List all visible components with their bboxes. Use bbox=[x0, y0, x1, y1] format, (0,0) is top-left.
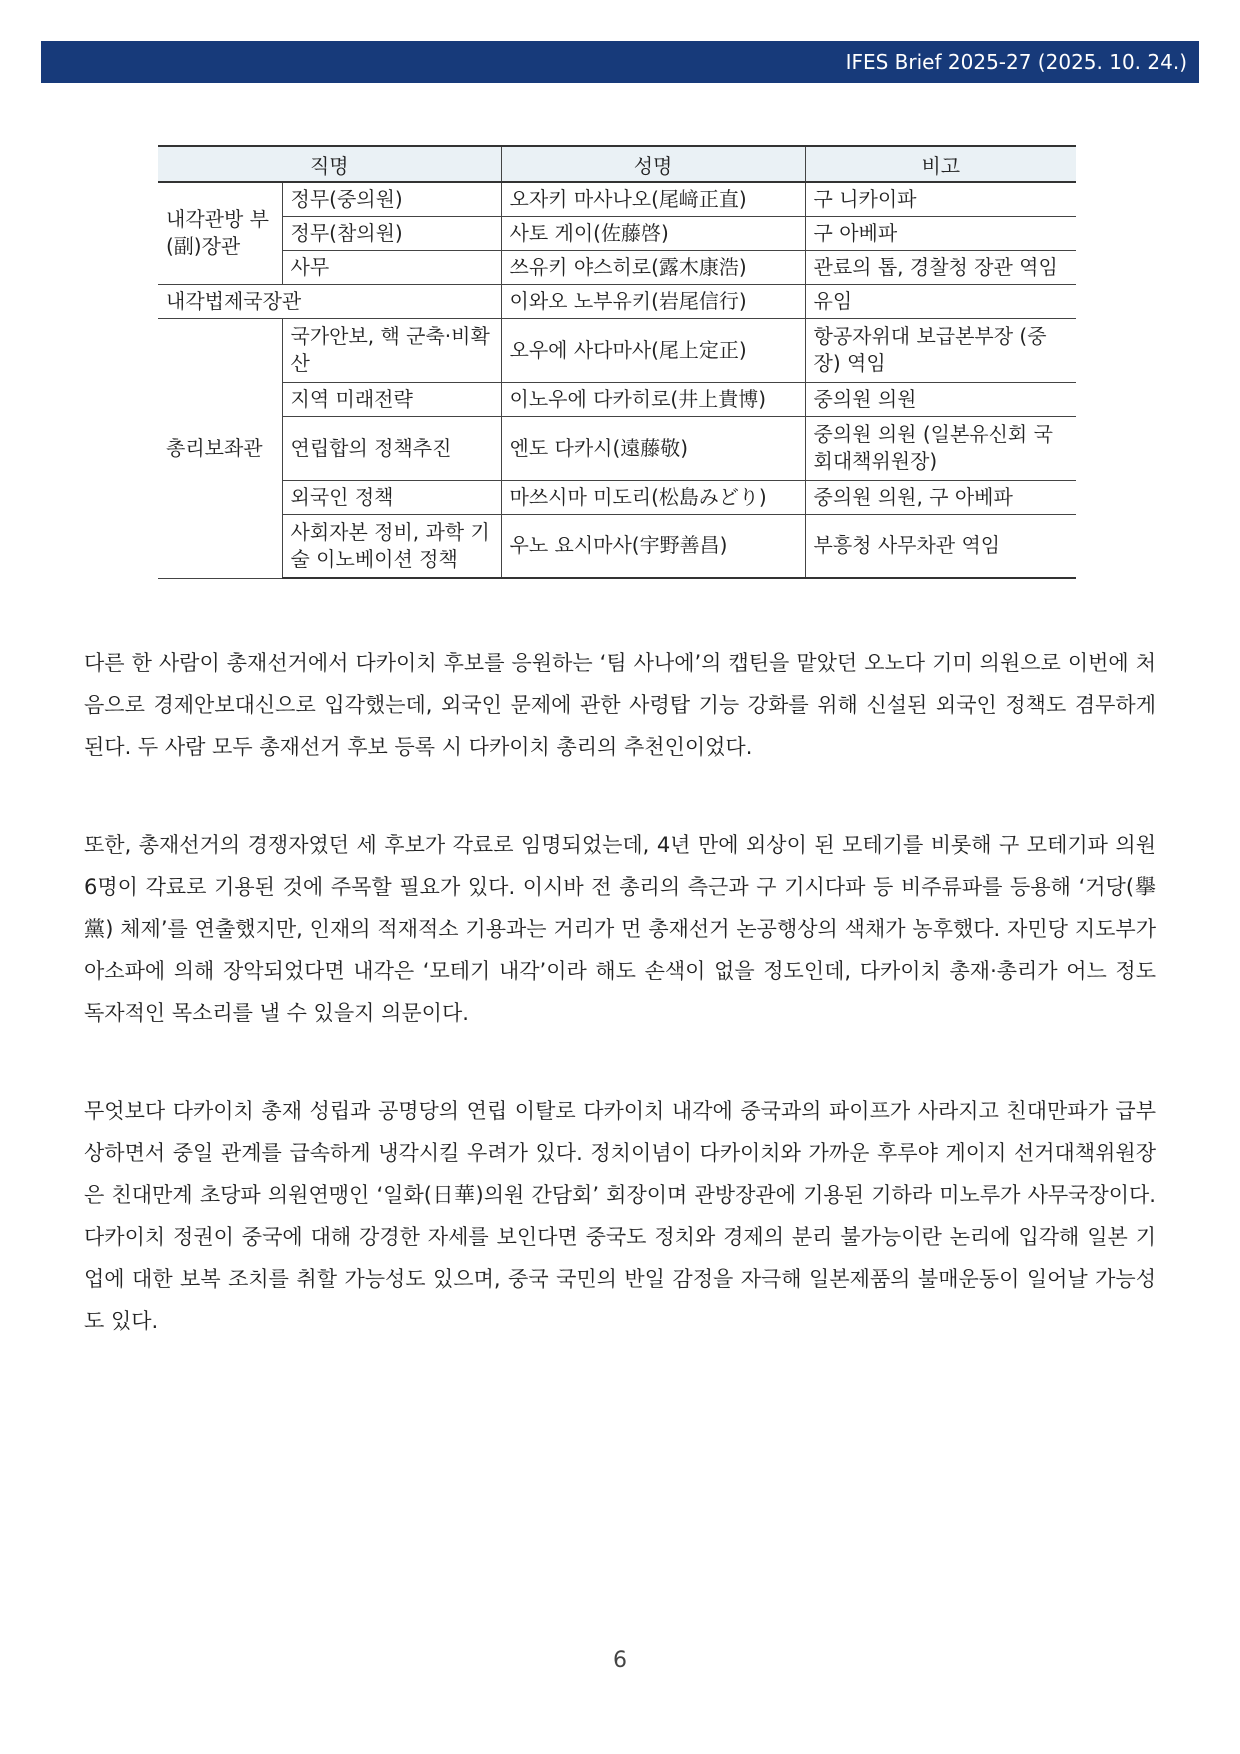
post-cell: 내각법제국장관 bbox=[158, 284, 501, 318]
post-cell: 사회자본 정비, 과학 기술 이노베이션 정책 bbox=[282, 514, 501, 578]
paragraph-2: 또한, 총재선거의 경쟁자였던 세 후보가 각료로 임명되었는데, 4년 만에 외상이 된 모테기를 비롯해 구 모테기파 의원 6명이 각료로 기용된 것에 주목할 필요가 있다. 이시바 전 총리의 측근과 구 기시다파 등 비주류파를 등용해 ‘거당(擧黨) 체제’를 연출했지만, 인재의 적재적소 기용과는 거리가 먼 총재선거 논공행상의 색채가 농후했다. 자민당 지도부가 아소파에 의해 장악되었다면 내각은 ‘모테기 내각’이라 해도 손색이 없을 정도인데, 다카이치 총재·총리가 어느 정도 독자적인 목소리를 낼 수 있을지 의문이다. bbox=[84, 833, 1156, 1025]
post-cell: 사무 bbox=[282, 250, 501, 284]
table-row bbox=[158, 514, 1076, 578]
post-cell: 정무(참의원) bbox=[282, 216, 501, 250]
table-header-row bbox=[158, 146, 1076, 182]
table-row bbox=[158, 284, 1076, 318]
header-note: 비고 bbox=[805, 146, 1076, 182]
header-post: 직명 bbox=[158, 146, 501, 182]
brief-title: IFES Brief 2025-27 (2025. 10. 24.) bbox=[845, 50, 1187, 74]
name-cell: 오자키 마사나오(尾﨑正直) bbox=[501, 182, 805, 216]
post-cell: 지역 미래전략 bbox=[282, 382, 501, 416]
name-cell: 우노 요시마사(宇野善昌) bbox=[501, 514, 805, 578]
table-row bbox=[158, 318, 1076, 382]
post-cell: 연립합의 정책추진 bbox=[282, 416, 501, 480]
note-cell: 부흥청 사무차관 역임 bbox=[805, 514, 1076, 578]
name-cell: 엔도 다카시(遠藤敬) bbox=[501, 416, 805, 480]
officials-table bbox=[158, 145, 1076, 579]
note-cell: 유임 bbox=[805, 284, 1076, 318]
name-cell: 쓰유키 야스히로(露木康浩) bbox=[501, 250, 805, 284]
post-cell: 국가안보, 핵 군축·비확산 bbox=[282, 318, 501, 382]
header-name: 성명 bbox=[501, 146, 805, 182]
name-cell: 이와오 노부유키(岩尾信行) bbox=[501, 284, 805, 318]
table-row bbox=[158, 250, 1076, 284]
table-row bbox=[158, 182, 1076, 216]
table-row bbox=[158, 416, 1076, 480]
note-cell: 항공자위대 보급본부장 (중장) 역임 bbox=[805, 318, 1076, 382]
name-cell: 마쓰시마 미도리(松島みどり) bbox=[501, 480, 805, 514]
post-cell: 정무(중의원) bbox=[282, 182, 501, 216]
note-cell: 구 니카이파 bbox=[805, 182, 1076, 216]
note-cell: 중의원 의원, 구 아베파 bbox=[805, 480, 1076, 514]
note-cell: 중의원 의원 (일본유신회 국회대책위원장) bbox=[805, 416, 1076, 480]
table-row bbox=[158, 382, 1076, 416]
page-number: 6 bbox=[613, 1648, 627, 1673]
post-cell: 외국인 정책 bbox=[282, 480, 501, 514]
header-bar bbox=[41, 41, 1199, 83]
table-row bbox=[158, 480, 1076, 514]
paragraph-3: 무엇보다 다카이치 총재 성립과 공명당의 연립 이탈로 다카이치 내각에 중국과의 파이프가 사라지고 친대만파가 급부상하면서 중일 관계를 급속하게 냉각시킬 우려가 있다. 정치이념이 다카이치와 가까운 후루야 게이지 선거대책위원장은 친대만계 초당파 의원연맹인 ‘일화(日華)의원 간담회’ 회장이며 관방장관에 기용된 기하라 미노루가 사무국장이다. 다카이치 정권이 중국에 대해 강경한 자세를 보인다면 중국도 정치와 경제의 분리 불가능이란 논리에 입각해 일본 기업에 대한 보복 조치를 취할 가능성도 있으며, 중국 국민의 반일 감정을 자극해 일본제품의 불매운동이 일어날 가능성도 있다. bbox=[84, 1099, 1156, 1333]
note-cell: 구 아베파 bbox=[805, 216, 1076, 250]
note-cell: 관료의 톱, 경찰청 장관 역임 bbox=[805, 250, 1076, 284]
name-cell: 이노우에 다카히로(井上貴博) bbox=[501, 382, 805, 416]
name-cell: 오우에 사다마사(尾上定正) bbox=[501, 318, 805, 382]
paragraph-1: 다른 한 사람이 총재선거에서 다카이치 후보를 응원하는 ‘팀 사나에’의 캡틴을 맡았던 오노다 기미 의원으로 이번에 처음으로 경제안보대신으로 입각했는데, 외국인 문제에 관한 사령탑 기능 강화를 위해 신설된 외국인 정책도 겸무하게 된다. 두 사람 모두 총재선거 후보 등록 시 다카이치 총리의 추천인이었다. bbox=[84, 651, 1156, 759]
note-cell: 중의원 의원 bbox=[805, 382, 1076, 416]
group-cabinet-deputy: 내각관방 부(副)장관 bbox=[158, 182, 282, 284]
name-cell: 사토 게이(佐藤啓) bbox=[501, 216, 805, 250]
group-pm-aide: 총리보좌관 bbox=[158, 318, 282, 578]
table-row bbox=[158, 216, 1076, 250]
